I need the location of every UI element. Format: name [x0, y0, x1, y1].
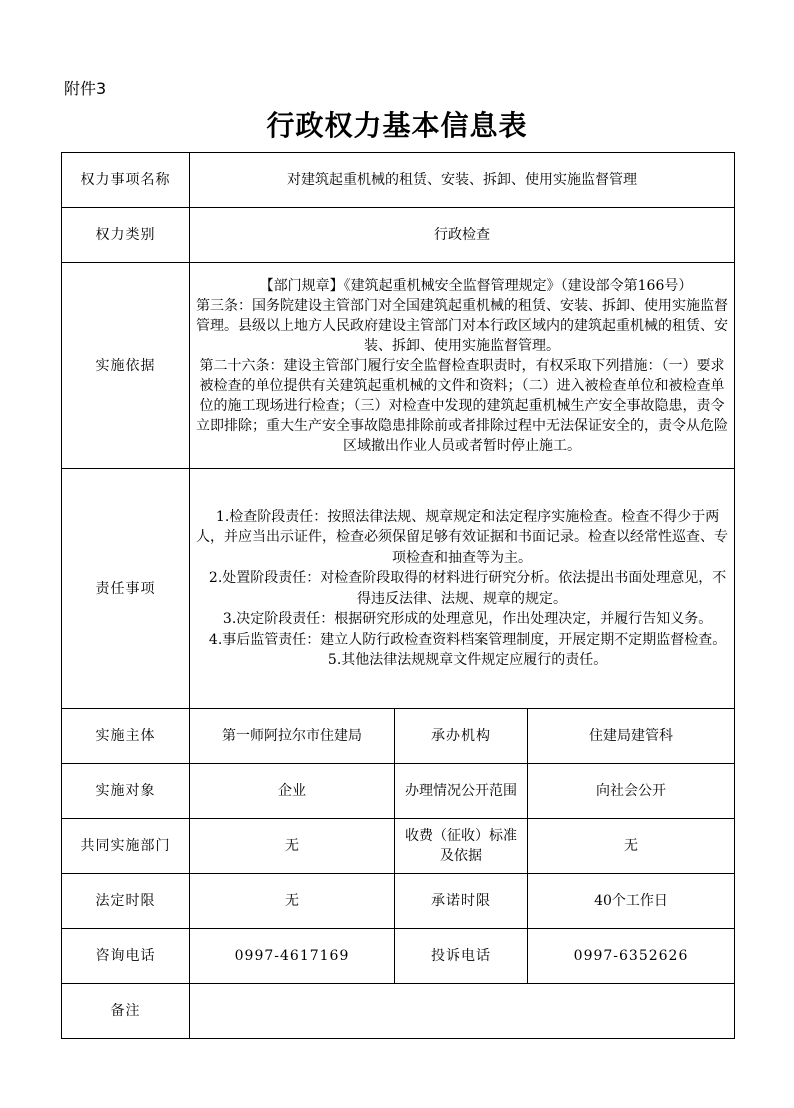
power-category-label: 权力类别	[62, 208, 190, 263]
promised-time-limit-value: 40个工作日	[528, 874, 735, 929]
power-name-label: 权力事项名称	[62, 153, 190, 208]
handling-agency-value: 住建局建管科	[528, 709, 735, 764]
duties-label: 责任事项	[62, 469, 190, 709]
duty-item: 2.处置阶段责任：对检查阶段取得的材料进行研究分析。依法提出书面处理意见，不得违反法律、法规、规章的规定。	[208, 570, 727, 607]
basis-paragraph: 第三条：国务院建设主管部门对全国建筑起重机械的租赁、安装、拆卸、使用实施监督管理。县级以上地方人民政府建设主管部门对本行政区域内的建筑起重机械的租赁、安装、拆卸、使用实施监督管理。	[196, 297, 729, 354]
legal-time-limit-label: 法定时限	[62, 874, 190, 929]
remarks-label: 备注	[62, 984, 190, 1039]
joint-dept-value: 无	[190, 819, 395, 874]
fee-standard-label: 收费（征收）标准及依据	[395, 819, 528, 874]
row-basis	[62, 263, 735, 469]
promised-time-limit-label: 承诺时限	[395, 874, 528, 929]
power-category-value: 行政检查	[190, 208, 735, 263]
disclosure-scope-label: 办理情况公开范围	[395, 764, 528, 819]
joint-dept-label: 共同实施部门	[62, 819, 190, 874]
complaint-phone-label: 投诉电话	[395, 929, 528, 984]
handling-agency-label: 承办机构	[395, 709, 528, 764]
row-phone	[62, 929, 735, 984]
power-name-value: 对建筑起重机械的租赁、安装、拆卸、使用实施监督管理	[190, 153, 735, 208]
disclosure-scope-value: 向社会公开	[528, 764, 735, 819]
row-remarks	[62, 984, 735, 1039]
duty-item: 1.检查阶段责任：按照法律法规、规章规定和法定程序实施检查。检查不得少于两人，并应当出示证件，检查必须保留足够有效证据和书面记录。检查以经常性巡查、专项检查和抽查等为主。	[196, 508, 729, 566]
row-target	[62, 764, 735, 819]
basis-label: 实施依据	[62, 263, 190, 469]
row-subject	[62, 709, 735, 764]
duty-item: 4.事后监管责任：建立人防行政检查资料档案管理制度，开展定期不定期监督检查。	[208, 631, 727, 648]
row-power-name	[62, 153, 735, 208]
document-title: 行政权力基本信息表	[266, 109, 528, 142]
row-power-category	[62, 208, 735, 263]
duty-item: 5.其他法律法规规章文件规定应履行的责任。	[327, 652, 608, 668]
fee-standard-value: 无	[528, 819, 735, 874]
attachment-label: 附件3	[64, 79, 107, 98]
basis-content	[190, 263, 735, 469]
consult-phone-value: 0997-4617169	[190, 929, 395, 984]
target-label: 实施对象	[62, 764, 190, 819]
row-joint	[62, 819, 735, 874]
basis-paragraph: 【部门规章】《建筑起重机械安全监督管理规定》（建设部令第166号）	[259, 277, 693, 294]
basis-paragraph: 第二十六条：建设主管部门履行安全监督检查职责时，有权采取下列措施：（一）要求被检查的单位提供有关建筑起重机械的文件和资料；（二）进入被检查单位和被检查单位的施工现场进行检查；（三）对检查中发现的建筑起重机械生产安全事故隐患，责令立即排除；重大生产安全事故隐患排除前或者排除过程中无法保证安全的，责令从危险区域撤出作业人员或者暂时停止施工。	[196, 357, 729, 454]
consult-phone-label: 咨询电话	[62, 929, 190, 984]
legal-time-limit-value: 无	[190, 874, 395, 929]
duties-content	[190, 469, 735, 709]
duty-item: 3.决定阶段责任：根据研究形成的处理意见，作出处理决定，并履行告知义务。	[222, 611, 713, 627]
target-value: 企业	[190, 764, 395, 819]
subject-value: 第一师阿拉尔市住建局	[190, 709, 395, 764]
complaint-phone-value: 0997-6352626	[528, 929, 735, 984]
row-duties	[62, 469, 735, 709]
remarks-value	[190, 984, 735, 1039]
row-time-limit	[62, 874, 735, 929]
subject-label: 实施主体	[62, 709, 190, 764]
info-table	[61, 152, 735, 1039]
